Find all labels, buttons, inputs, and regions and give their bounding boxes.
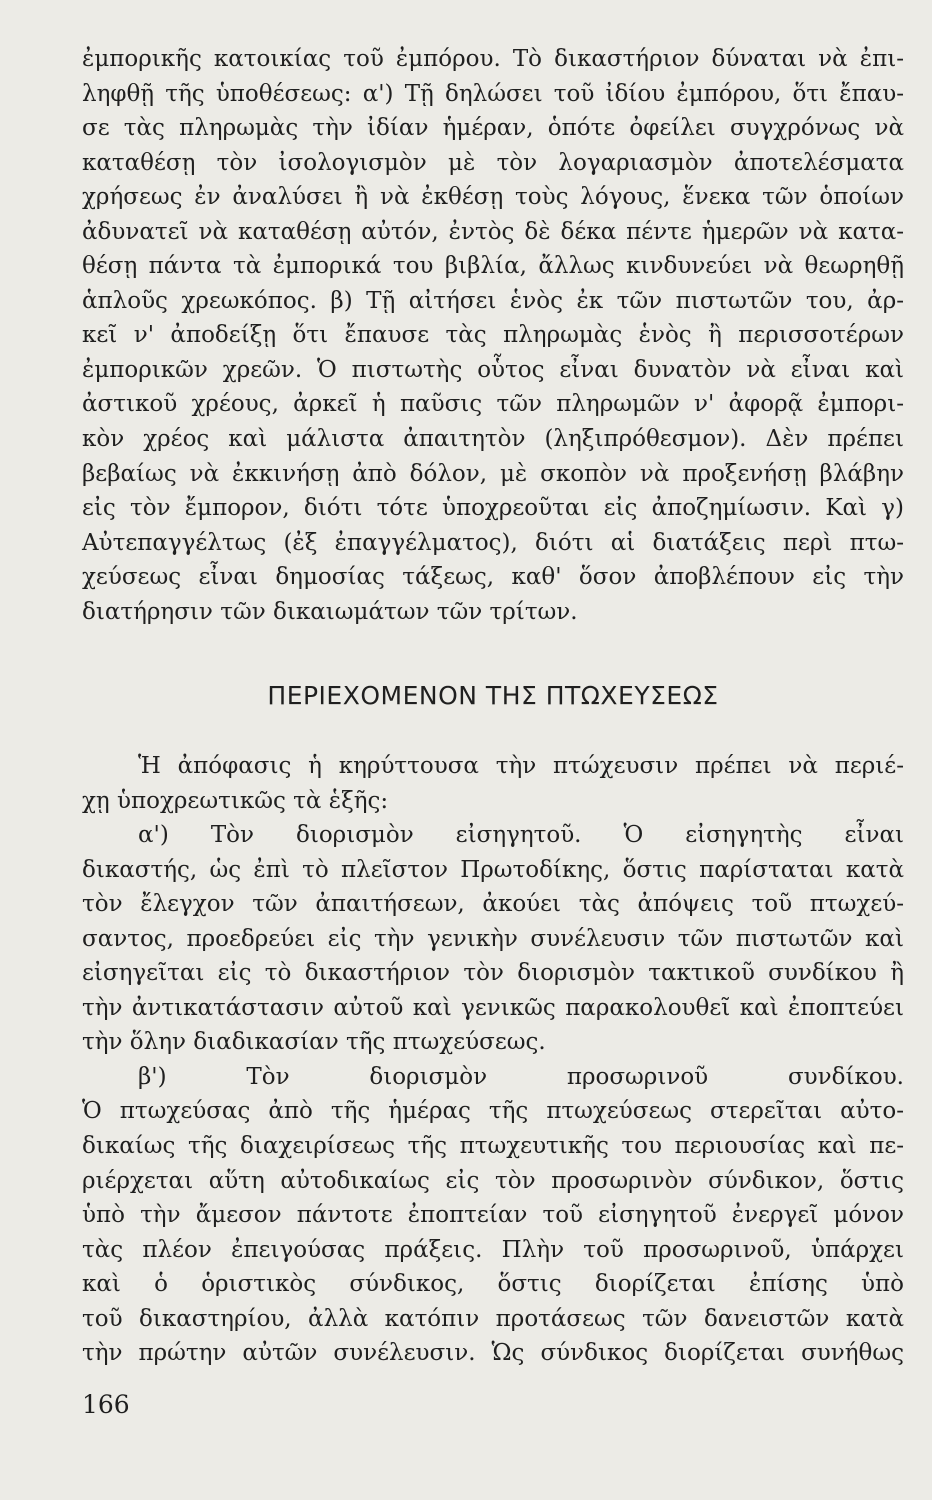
text-line: βεβαίως νὰ ἐκκινήσῃ ἀπὸ δόλον, μὲ σκοπὸν νὰ προξενήσῃ βλάβην bbox=[82, 460, 904, 487]
text-line: χῃ ὑποχρεωτικῶς τὰ ἑξῆς: bbox=[82, 787, 389, 814]
text-line: τὴν πρώτην αὐτῶν συνέλευσιν. Ὡς σύνδικος διορίζεται συνήθως bbox=[82, 1340, 904, 1367]
text-line: τὰς πλέον ἐπειγούσας πράξεις. Πλὴν τοῦ προσωρινοῦ, ὑπάρχει bbox=[82, 1236, 904, 1263]
text-line: τοῦ δικαστηρίου, ἀλλὰ κατόπιν προτάσεως τῶν δανειστῶν κατὰ bbox=[82, 1305, 904, 1332]
text-line: καταθέσῃ τὸν ἰσολογισμὸν μὲ τὸν λογαριασμὸν ἀποτελέσματα bbox=[82, 149, 904, 176]
text-line: Ἡ ἀπόφασις ἡ κηρύττουσα τὴν πτώχευσιν πρέπει νὰ περιέ- bbox=[138, 753, 904, 779]
section-heading: ΠΕΡΙΕΧΟΜΕΝΟΝ ΤΗΣ ΠΤΩΧΕΥΣΕΩΣ bbox=[267, 681, 719, 710]
text-line: εἰς τὸν ἔμπορον, διότι τότε ὑποχρεοῦται εἰς ἀποζημίωσιν. Καὶ γ) bbox=[82, 495, 904, 522]
text-line: ἁπλοῦς χρεωκόπος. β) Τῇ αἰτήσει ἑνὸς ἐκ τῶν πιστωτῶν του, ἀρ- bbox=[82, 287, 904, 314]
text-line: χρήσεως ἐν ἀναλύσει ἢ νὰ ἐκθέσῃ τοὺς λόγους, ἕνεκα τῶν ὁποίων bbox=[82, 184, 904, 211]
text-line: καὶ ὁ ὁριστικὸς σύνδικος, ὅστις διορίζεται ἐπίσης ὑπὸ bbox=[82, 1271, 904, 1298]
text-line: Ὁ πτωχεύσας ἀπὸ τῆς ἡμέρας τῆς πτωχεύσεως στερεῖται αὐτο- bbox=[82, 1098, 904, 1125]
text-line: τὸν ἔλεγχον τῶν ἀπαιτήσεων, ἀκούει τὰς ἀπόψεις τοῦ πτωχεύ- bbox=[82, 891, 904, 918]
text-line: θέσῃ πάντα τὰ ἐμπορικά του βιβλία, ἄλλως κινδυνεύει νὰ θεωρηθῇ bbox=[82, 253, 904, 280]
text-line: τὴν ἀντικατάστασιν αὐτοῦ καὶ γενικῶς παρακολουθεῖ καὶ ἐποπτεύει bbox=[82, 994, 904, 1021]
text-line: ληφθῇ τῆς ὑποθέσεως: α') Τῇ δηλώσει τοῦ ἰδίου ἐμπόρου, ὅτι ἔπαυ- bbox=[82, 80, 904, 107]
text-line: διατήρησιν τῶν δικαιωμάτων τῶν τρίτων. bbox=[82, 598, 578, 625]
paragraph-bankruptcy-contents bbox=[82, 749, 904, 1371]
text-line: κεῖ ν' ἀποδείξῃ ὅτι ἔπαυσε τὰς πληρωμὰς ἑνὸς ἢ περισσοτέρων bbox=[82, 322, 904, 349]
text-line: ἀδυνατεῖ νὰ καταθέσῃ αὐτόν, ἐντὸς δὲ δέκα πέντε ἡμερῶν νὰ κατα- bbox=[82, 218, 904, 245]
text-line: δικαίως τῆς διαχειρίσεως τῆς πτωχευτικῆς του περιουσίας καὶ πε- bbox=[82, 1133, 904, 1160]
text-line: σαντος, προεδρεύει εἰς τὴν γενικὴν συνέλευσιν τῶν πιστωτῶν καὶ bbox=[82, 925, 904, 952]
text-line: ἐμπορικῶν χρεῶν. Ὁ πιστωτὴς οὗτος εἶναι δυνατὸν νὰ εἶναι καὶ bbox=[82, 356, 904, 383]
text-line: ὑπὸ τὴν ἄμεσον πάντοτε ἐποπτείαν τοῦ εἰσηγητοῦ ἐνεργεῖ μόνον bbox=[82, 1202, 904, 1229]
text-line: εἰσηγεῖται εἰς τὸ δικαστήριον τὸν διορισμὸν τακτικοῦ συνδίκου ἢ bbox=[82, 960, 904, 987]
text-line: β') Τὸν διορισμὸν προσωρινοῦ συνδίκου. bbox=[138, 1063, 904, 1090]
text-line: α') Τὸν διορισμὸν εἰσηγητοῦ. Ὁ εἰσηγητὴς εἶναι bbox=[138, 822, 904, 849]
text-line: δικαστής, ὡς ἐπὶ τὸ πλεῖστον Πρωτοδίκης, ὅστις παρίσταται κατὰ bbox=[82, 856, 904, 883]
text-line: σε τὰς πληρωμὰς τὴν ἰδίαν ἡμέραν, ὁπότε ὀφείλει συγχρόνως νὰ bbox=[82, 115, 904, 142]
page-number: 166 bbox=[82, 1390, 130, 1419]
paragraph-bankruptcy-filing bbox=[82, 42, 904, 629]
text-line: ἀστικοῦ χρέους, ἀρκεῖ ἡ παῦσις τῶν πληρωμῶν ν' ἀφορᾷ ἐμπορι- bbox=[82, 391, 904, 418]
text-line: ἐμπορικῆς κατοικίας τοῦ ἐμπόρου. Τὸ δικαστήριον δύναται νὰ ἐπι- bbox=[82, 46, 904, 72]
text-line: τὴν ὅλην διαδικασίαν τῆς πτωχεύσεως. bbox=[82, 1029, 546, 1056]
text-line: κὸν χρέος καὶ μάλιστα ἀπαιτητὸν (ληξιπρόθεσμον). Δὲν πρέπει bbox=[82, 426, 904, 453]
text-line: ριέρχεται αὕτη αὐτοδικαίως εἰς τὸν προσωρινὸν σύνδικον, ὅστις bbox=[82, 1167, 904, 1194]
text-line: Αὐτεπαγγέλτως (ἐξ ἐπαγγέλματος), διότι αἱ διατάξεις περὶ πτω- bbox=[82, 529, 904, 556]
text-line: χεύσεως εἶναι δημοσίας τάξεως, καθ' ὅσον ἀποβλέπουν εἰς τὴν bbox=[82, 564, 904, 591]
